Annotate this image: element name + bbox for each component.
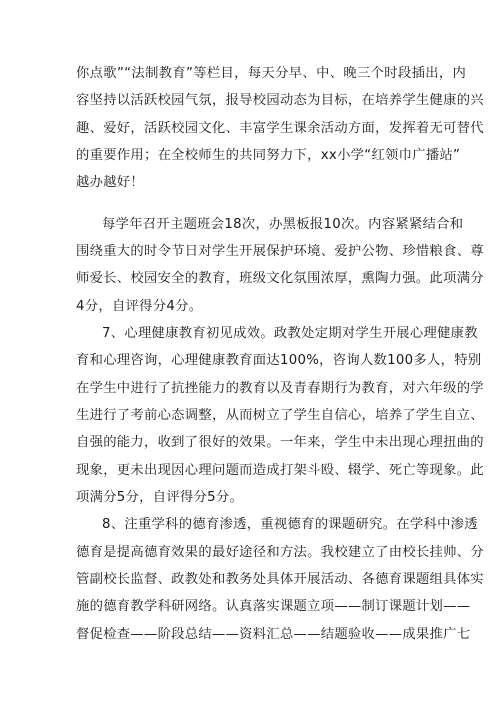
text-line: 自强的能力，收到了很好的效果。一年来，学生中未出现心理扭曲的 <box>76 435 484 450</box>
text-line: 7、心理健康教育初见成效。政教处定期对学生开展心理健康教 <box>102 326 478 341</box>
text-line: 围绕重大的时令节日对学生开展保护环境、爱护公物、珍惜粮食、尊 <box>76 244 484 259</box>
text-line: 德育是提高德育效果的最好途径和方法。我校建立了由校长挂帅、分 <box>76 545 484 560</box>
text-line: 你点歌”“法制教育”等栏目，每天分早、中、晚三个时段插出，内 <box>76 66 467 81</box>
text-line: 师爱长、校园安全的教育，班级文化氛围浓厚，熏陶力强。此项满分 <box>76 271 484 286</box>
text-line: 现象，更未出现因心理问题而造成打架斗殴、辍学、死亡等现象。此 <box>76 463 484 478</box>
text-line: 督促检查——阶段总结——资料汇总——结题验收——成果推广七 <box>76 627 471 642</box>
text-line: 育和心理咨询，心理健康教育面达100%，咨询人数100多人，特别 <box>76 353 482 368</box>
text-line: 每学年召开主题班会18次，办黑板报10次。内容紧紧结合和 <box>102 217 464 232</box>
text-line: 容坚持以活跃校园气氛，报导校园动态为目标，在培养学生健康的兴 <box>76 93 484 108</box>
text-line: 生进行了考前心态调整，从而树立了学生自信心，培养了学生自立、 <box>76 408 484 423</box>
text-line: 管副校长监督、政教处和教务处具体开展活动、各德育课题组具体实 <box>76 572 484 587</box>
text-line: 项满分5分，自评得分5分。 <box>76 490 244 505</box>
text-line: 8、注重学科的德育渗透，重视德育的课题研究。在学科中渗透 <box>102 517 478 532</box>
text-line: 趣、爱好，活跃校园文化、丰富学生课余活动方面，发挥着无可替代 <box>76 121 484 136</box>
text-line: 施的德育教学科研网络。认真落实课题立项——制订课题计划—— <box>76 599 471 614</box>
text-line: 4分，自评得分4分。 <box>76 299 203 314</box>
text-line: 的重要作用；在全校师生的共同努力下，xx小学“红领巾广播站” <box>76 148 461 163</box>
text-line: 越办越好！ <box>76 175 144 190</box>
text-line: 在学生中进行了抗挫能力的教育以及青春期行为教育，对六年级的学 <box>76 381 484 396</box>
